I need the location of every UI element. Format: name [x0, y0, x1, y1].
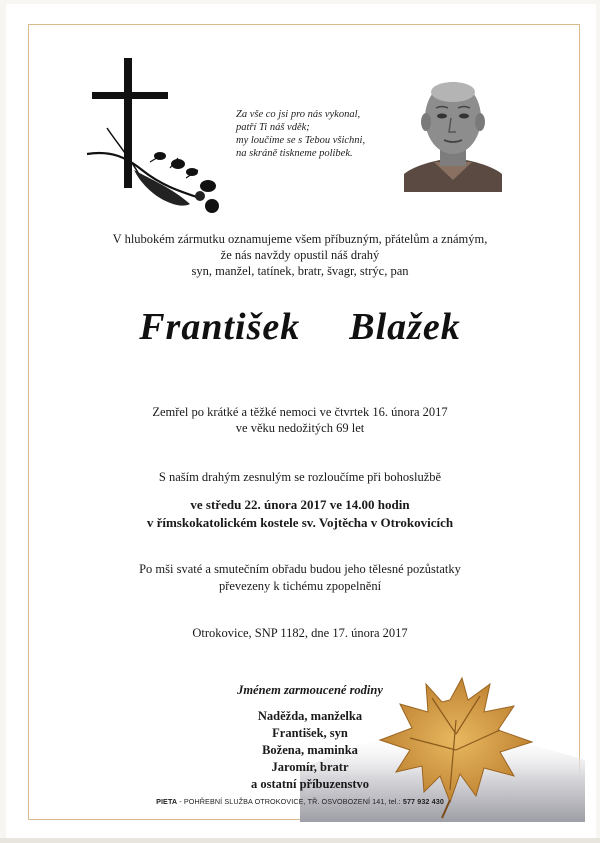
intro-line: syn, manžel, tatínek, bratr, švagr, strýc, pan: [191, 264, 409, 278]
after-line: Po mši svaté a smutečním obřadu budou jeho tělesné pozůstatky: [139, 562, 461, 576]
intro-line: V hlubokém zármutku oznamujeme všem příbuzným, přátelům a známým,: [112, 232, 488, 246]
footer-text: - POHŘEBNÍ SLUŽBA OTROKOVICE, TŘ. OSVOBOZENÍ 141, tel.:: [177, 797, 403, 806]
footer-brand: PIETA: [156, 797, 178, 806]
funeral-service-footer: [0, 797, 600, 806]
page-edge: [0, 838, 600, 843]
announcement-intro: [0, 231, 600, 279]
family-member: a ostatní příbuzenstvo: [250, 777, 370, 791]
portrait-photo: [404, 70, 502, 192]
deceased-name: František Blažek: [139, 306, 461, 348]
cross-with-rose-icon: [82, 58, 232, 218]
family-title: Jménem zarmoucené rodiny: [237, 683, 383, 697]
ceremony-line: v římskokatolickém kostele sv. Vojtěcha v Otrokovicích: [146, 515, 454, 530]
after-ceremony-text: [0, 561, 600, 595]
family-member: Jaromír, bratr: [271, 760, 349, 774]
death-details: [0, 404, 600, 436]
place-and-date: Otrokovice, SNP 1182, dne 17. února 2017: [192, 626, 408, 640]
poem-line: Za vše co jsi pro nás vykonal,: [236, 109, 361, 120]
family-member: Božena, maminka: [262, 743, 358, 757]
poem-line: na skráně tiskneme polibek.: [236, 148, 353, 159]
footer-phone: 577 932 430: [402, 797, 444, 806]
intro-line: že nás navždy opustil náš drahý: [220, 248, 380, 262]
farewell-text: S naším drahým zesnulým se rozloučíme při bohoslužbě: [158, 470, 442, 484]
death-line: ve věku nedožitých 69 let: [235, 421, 365, 435]
family-member: Naděžda, manželka: [257, 709, 363, 723]
family-member: František, syn: [272, 726, 348, 740]
ceremony-details: [0, 496, 600, 532]
family-list: [210, 708, 410, 793]
death-line: Zemřel po krátké a těžké nemoci ve čtvrtek 16. února 2017: [152, 405, 448, 419]
poem-line: my loučíme se s Tebou všichni,: [236, 135, 366, 146]
poem-line: patří Ti náš vděk;: [236, 122, 310, 133]
ceremony-line: ve středu 22. února 2017 ve 14.00 hodin: [190, 497, 410, 512]
memorial-poem: [236, 108, 406, 160]
after-line: převezeny k tichému zpopelnění: [218, 579, 382, 593]
